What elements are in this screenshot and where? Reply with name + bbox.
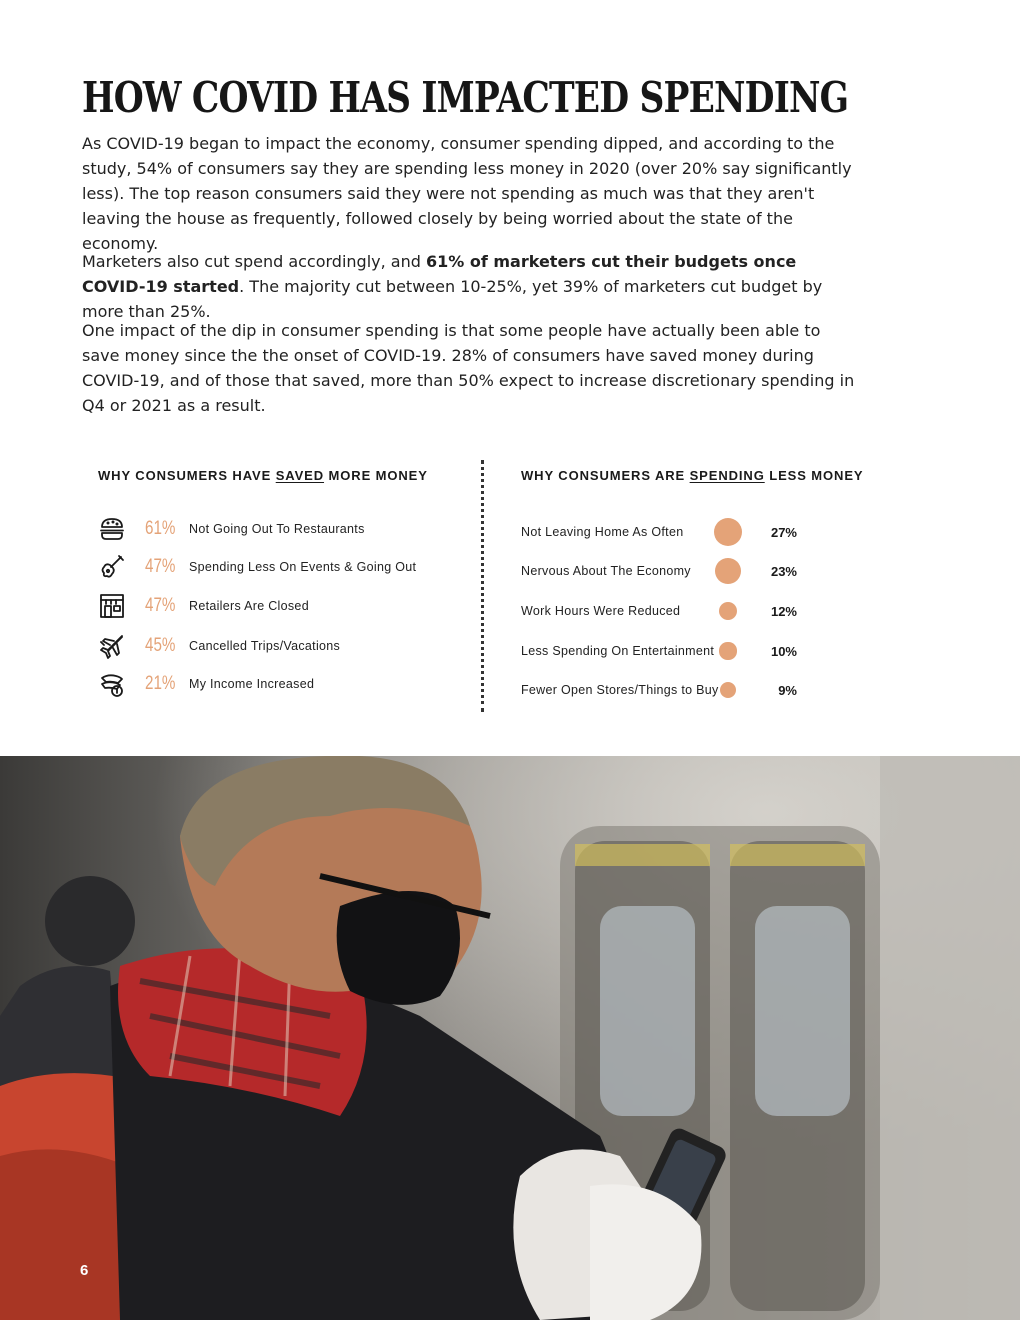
spending-heading-end: LESS MONEY (764, 468, 864, 483)
subway-phone-photo (0, 756, 1020, 1320)
savings-paragraph: One impact of the dip in consumer spending is that some people have actually been able to save money since the the onset of COVID-19. 28% of consumers have saved money during COVID-19, and of those that saved, more than 50% expect to increase discretionary spending in Q4 or 2021 as a result. (82, 321, 855, 415)
spending-panel-heading (521, 468, 863, 483)
spending-percent: 12% (770, 603, 797, 619)
spending-percent: 10% (770, 643, 797, 659)
spending-item (521, 517, 801, 547)
saved-percent: 61% (145, 518, 176, 539)
marketers-highlight: 61% of marketers cut their budgets once COVID-19 started (82, 252, 797, 296)
saved-label: Not Going Out To Restaurants (189, 522, 365, 536)
storefront-icon (96, 591, 128, 621)
spending-percent: 27% (770, 524, 797, 540)
spending-bubble (715, 558, 741, 584)
spending-label: Work Hours Were Reduced (521, 604, 681, 618)
saved-percent: 47% (145, 556, 176, 577)
intro-paragraph: As COVID-19 began to impact the economy, consumer spending dipped, and according to the study, 54% of consumers say they are spending less money in 2020 (over 20% say significantly less). The top reason consumers said they were not spending as much was that they aren't leaving the house as frequently, followed closely by being worried about the state of the economy. (82, 134, 852, 253)
spending-bubble (719, 642, 736, 659)
guitar-icon (96, 552, 128, 582)
saved-heading-start: WHY CONSUMERS HAVE (98, 468, 276, 483)
saved-heading-underlined: SAVED (275, 468, 325, 483)
spending-percent: 9% (778, 682, 797, 698)
spending-item (521, 675, 801, 705)
money-stack-icon (96, 669, 128, 699)
marketers-text-start: Marketers also cut spend accordingly, and (82, 252, 426, 271)
saved-item (96, 591, 309, 621)
spending-label: Fewer Open Stores/Things to Buy (521, 683, 719, 697)
saved-percent: 47% (145, 595, 176, 616)
saved-item (96, 552, 416, 582)
spending-label: Not Leaving Home As Often (521, 525, 684, 539)
saved-label: Retailers Are Closed (189, 599, 309, 613)
saved-item (96, 669, 314, 699)
spending-item (521, 596, 801, 626)
marketers-paragraph (82, 249, 862, 324)
page-number: 6 (80, 1262, 89, 1279)
spending-item (521, 636, 801, 666)
spending-heading-start: WHY CONSUMERS ARE (521, 468, 690, 483)
spending-label: Less Spending On Entertainment (521, 644, 715, 658)
saved-item (96, 514, 365, 544)
saved-percent: 21% (145, 673, 176, 694)
saved-label: Cancelled Trips/Vacations (189, 639, 341, 653)
saved-panel-heading (98, 468, 428, 483)
airplane-icon (96, 631, 128, 661)
saved-label: My Income Increased (189, 677, 315, 691)
marketers-text-end: . The majority cut between 10-25%, yet 39% of marketers cut budget by more than 25%. (82, 277, 823, 321)
spending-label: Nervous About The Economy (521, 564, 691, 578)
saved-item (96, 631, 340, 661)
panel-divider (481, 460, 484, 712)
burger-icon (96, 514, 128, 544)
saved-label: Spending Less On Events & Going Out (189, 560, 417, 574)
spending-bubble (720, 682, 736, 698)
saved-heading-end: MORE MONEY (324, 468, 428, 483)
spending-heading-underlined: SPENDING (689, 468, 765, 483)
saved-percent: 45% (145, 635, 176, 656)
spending-bubble (714, 518, 742, 546)
spending-percent: 23% (770, 563, 797, 579)
spending-item (521, 556, 801, 586)
page-title: HOW COVID HAS IMPACTED SPENDING (82, 73, 849, 122)
spending-bubble (719, 602, 738, 621)
